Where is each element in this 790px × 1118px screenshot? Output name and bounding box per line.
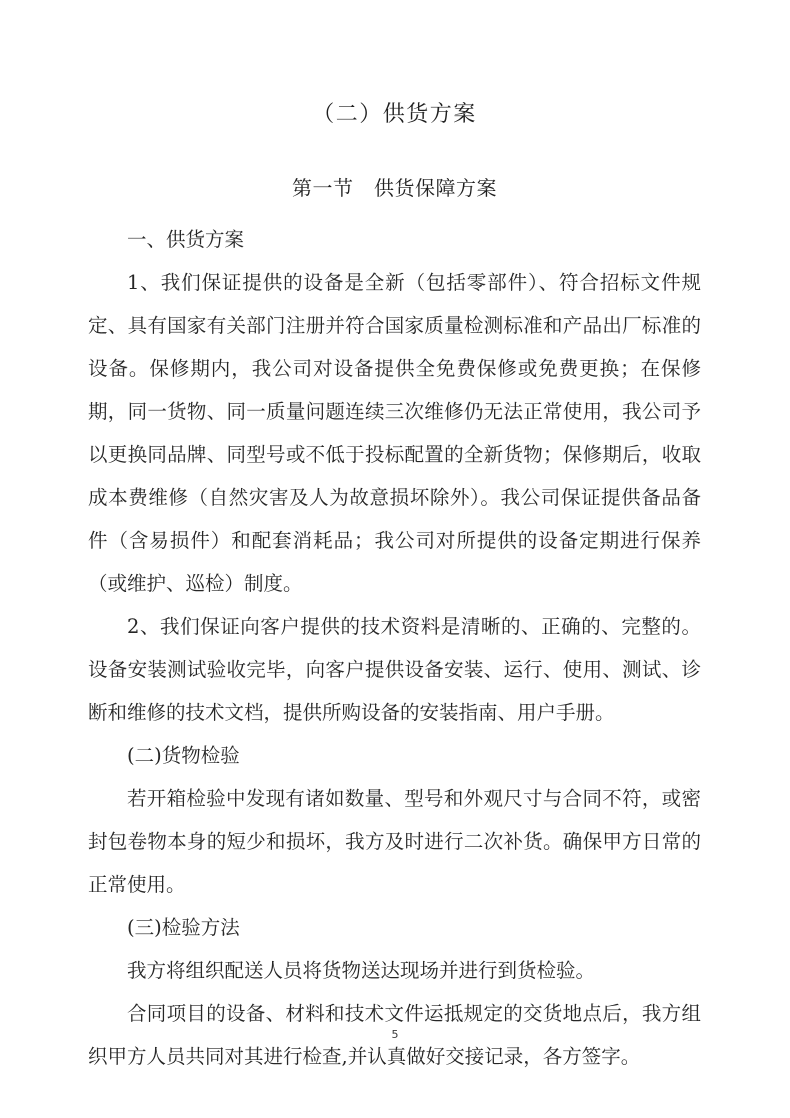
section-heading: 第一节 供货保障方案 bbox=[292, 176, 497, 200]
paragraph-item-2: 2、我们保证向客户提供的技术资料是清晰的、正确的、完整的。设备安装测试验收完毕，向客户提供设备安装、运行、使用、测试、诊断和维修的技术文档，提供所购设备的安装指南、用户手册。 bbox=[88, 615, 701, 724]
paragraph-item-1: 1、我们保证提供的设备是全新（包括零部件）、符合招标文件规定、具有国家有关部门注册并符合国家质量检测标准和产品出厂标准的设备。保修期内，我公司对设备提供全免费保修或免费更换；在保修期，同一货物、同一质量问题连续三次维修仍无法正常使用，我公司予以更换同品牌、同型号或不低于投标配置的全新货物；保修期后，收取成本费维修（自然灾害及人为故意损坏除外）。我公司保证提供备品备件（含易损件）和配套消耗品；我公司对所提供的设备定期进行保养（或维护、巡检）制度。 bbox=[88, 271, 701, 595]
paragraph-jianyan-fangfa-1: 我方将组织配送人员将货物送达现场并进行到货检验。 bbox=[127, 959, 596, 982]
page-number: 5 bbox=[391, 1028, 399, 1041]
paragraph-jianyan-fangfa-2: 合同项目的设备、材料和技术文件运抵规定的交货地点后，我方组织甲方人员共同对其进行检查,并认真做好交接记录，各方签字。 bbox=[88, 1002, 701, 1068]
heading-gonghuo-fangan: 一、供货方案 bbox=[127, 228, 245, 251]
document-content bbox=[88, 0, 701, 1078]
document-body bbox=[88, 204, 701, 1078]
page-title: （二）供货方案 bbox=[312, 102, 477, 127]
paragraph-huowu-jianyan: 若开箱检验中发现有诸如数量、型号和外观尺寸与合同不符，或密封包卷物本身的短少和损坏，我方及时进行二次补货。确保甲方日常的正常使用。 bbox=[88, 787, 701, 896]
heading-jianyan-fangfa: (三)检验方法 bbox=[127, 916, 240, 939]
heading-huowu-jianyan: (二)货物检验 bbox=[127, 744, 240, 767]
